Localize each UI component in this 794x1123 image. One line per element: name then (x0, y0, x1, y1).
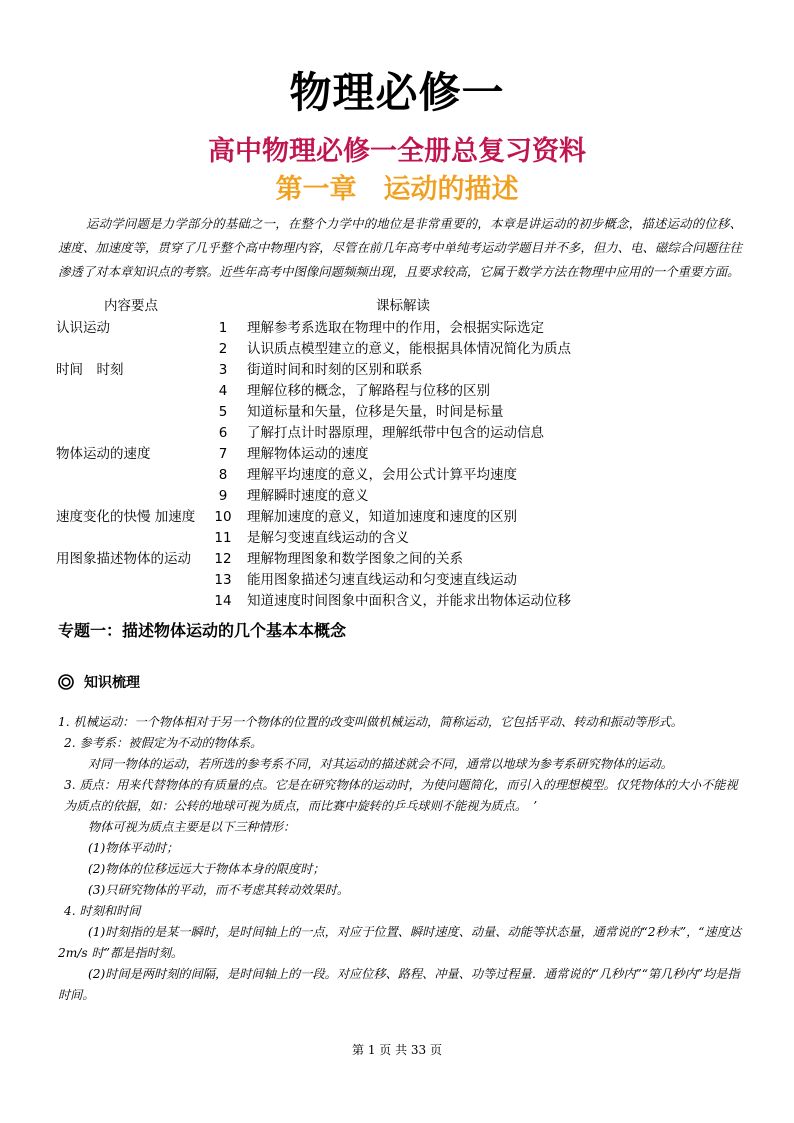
row-topic: 速度变化的快慢 加速度 (56, 509, 196, 525)
row-description: 理解物体运动的速度 (247, 446, 369, 462)
row-description: 知道速度时间图象中面积含义，并能求出物体运动位移 (247, 593, 571, 609)
table-row (0, 528, 794, 549)
row-number: 8 (218, 467, 228, 483)
table-row (0, 381, 794, 402)
row-description: 理解位移的概念，了解路程与位移的区别 (247, 383, 490, 399)
body-paragraph: 4. 时刻和时间 (64, 904, 141, 918)
row-topic: 时间 时刻 (56, 362, 124, 378)
row-number: 5 (218, 404, 228, 420)
row-description: 街道时间和时刻的区别和联系 (247, 362, 423, 378)
row-description: 了解打点计时器原理，理解纸带中包含的运动信息 (247, 425, 544, 441)
row-topic: 认识运动 (56, 320, 110, 336)
table-row (0, 402, 794, 423)
table-row (0, 444, 794, 465)
body-paragraph: 3. 质点：用来代替物体的有质量的点。它是在研究物体的运动时，为使问题简化，而引入的理想模型。仅凭物体的大小不能视为质点的依据，如：公转的地球可视为质点，而比赛中旋转的乒乓球则不能视为质点。 ’ (64, 778, 738, 813)
table-row (0, 465, 794, 486)
body-paragraph: (2)物体的位移远远大于物体本身的限度时； (88, 862, 325, 876)
table-row (0, 486, 794, 507)
topic-heading: 专题一：描述物体运动的几个基本本概念 (58, 621, 347, 640)
body-paragraph: 1. 机械运动：一个物体相对于另一个物体的位置的改变叫做机械运动，简称运动，它包括平动、转动和振动等形式。 (58, 715, 683, 729)
body-paragraph: (1)时刻指的是某一瞬时，是时间轴上的一点，对应于位置、瞬时速度、动量、动能等状态量，通常说的“2秒末”，“速度达 2m/s 时”都是指时刻。 (58, 925, 742, 960)
main-title: 物理必修一 (289, 68, 505, 117)
row-number: 14 (214, 593, 232, 609)
chapter-title: 第一章 运动的描述 (275, 174, 519, 205)
row-number: 12 (214, 551, 232, 567)
knowledge-section-label: 知识梳理 (84, 675, 140, 691)
row-topic: 物体运动的速度 (56, 446, 151, 462)
knowledge-body (58, 712, 742, 1006)
row-topic: 用图象描述物体的运动 (56, 551, 191, 567)
row-description: 知道标量和矢量，位移是矢量，时间是标量 (247, 404, 504, 420)
row-description: 是解匀变速直线运动的含义 (247, 530, 409, 546)
row-description: 理解加速度的意义，知道加速度和速度的区别 (247, 509, 517, 525)
subtitle: 高中物理必修一全册总复习资料 (208, 136, 586, 167)
table-row (0, 339, 794, 360)
row-number: 3 (218, 362, 228, 378)
row-description: 认识质点模型建立的意义，能根据具体情况简化为质点 (247, 341, 571, 357)
double-circle-icon (58, 674, 74, 690)
row-number: 6 (218, 425, 228, 441)
row-number: 4 (218, 383, 228, 399)
table-header-left: 内容要点 (104, 298, 158, 314)
table-row (0, 549, 794, 570)
table-row (0, 591, 794, 612)
row-description: 能用图象描述匀速直线运动和匀变速直线运动 (247, 572, 517, 588)
body-paragraph: (1)物体平动时； (88, 841, 179, 855)
page-footer: 第 1 页 共 33 页 (352, 1043, 442, 1057)
row-number: 1 (218, 320, 228, 336)
body-paragraph: (3)只研究物体的平动，而不考虑其转动效果时。 (88, 883, 350, 897)
body-paragraph: 物体可视为质点主要是以下三种情形： (88, 820, 296, 834)
row-description: 理解瞬时速度的意义 (247, 488, 369, 504)
row-number: 11 (214, 530, 232, 546)
row-description: 理解物理图象和数学图象之间的关系 (247, 551, 463, 567)
table-row (0, 318, 794, 339)
row-number: 7 (218, 446, 228, 462)
body-paragraph: (2)时间是两时刻的间隔，是时间轴上的一段。对应位移、路程、冲量、功等过程量．通常说的“几秒内”“第几秒内”均是指时间。 (58, 967, 740, 1002)
row-description: 理解参考系选取在物理中的作用，会根据实际选定 (247, 320, 544, 336)
table-row (0, 570, 794, 591)
row-number: 2 (218, 341, 228, 357)
table-row (0, 423, 794, 444)
row-number: 10 (214, 509, 232, 525)
row-number: 9 (218, 488, 228, 504)
table-row (0, 507, 794, 528)
row-description: 理解平均速度的意义，会用公式计算平均速度 (247, 467, 517, 483)
body-paragraph: 对同一物体的运动，若所选的参考系不同，对其运动的描述就会不同，通常以地球为参考系研究物体的运动。 (88, 757, 673, 771)
table-header-right: 课标解读 (376, 298, 430, 314)
intro-paragraph: 运动学问题是力学部分的基础之一，在整个力学中的地位是非常重要的，本章是讲运动的初步概念，描述运动的位移、速度、加速度等，贯穿了几乎整个高中物理内容，尽管在前几年高考中单纯考运动学题目并不多，但力、电、磁综合问题往往渗透了对本章知识点的考察。近些年高考中图像问题频频出现，且要求较高，它属于数学方法在物理中应用的一个重要方面。 (58, 216, 742, 279)
table-row (0, 360, 794, 381)
row-number: 13 (214, 572, 232, 588)
body-paragraph: 2. 参考系：被假定为不动的物体系。 (64, 736, 263, 750)
